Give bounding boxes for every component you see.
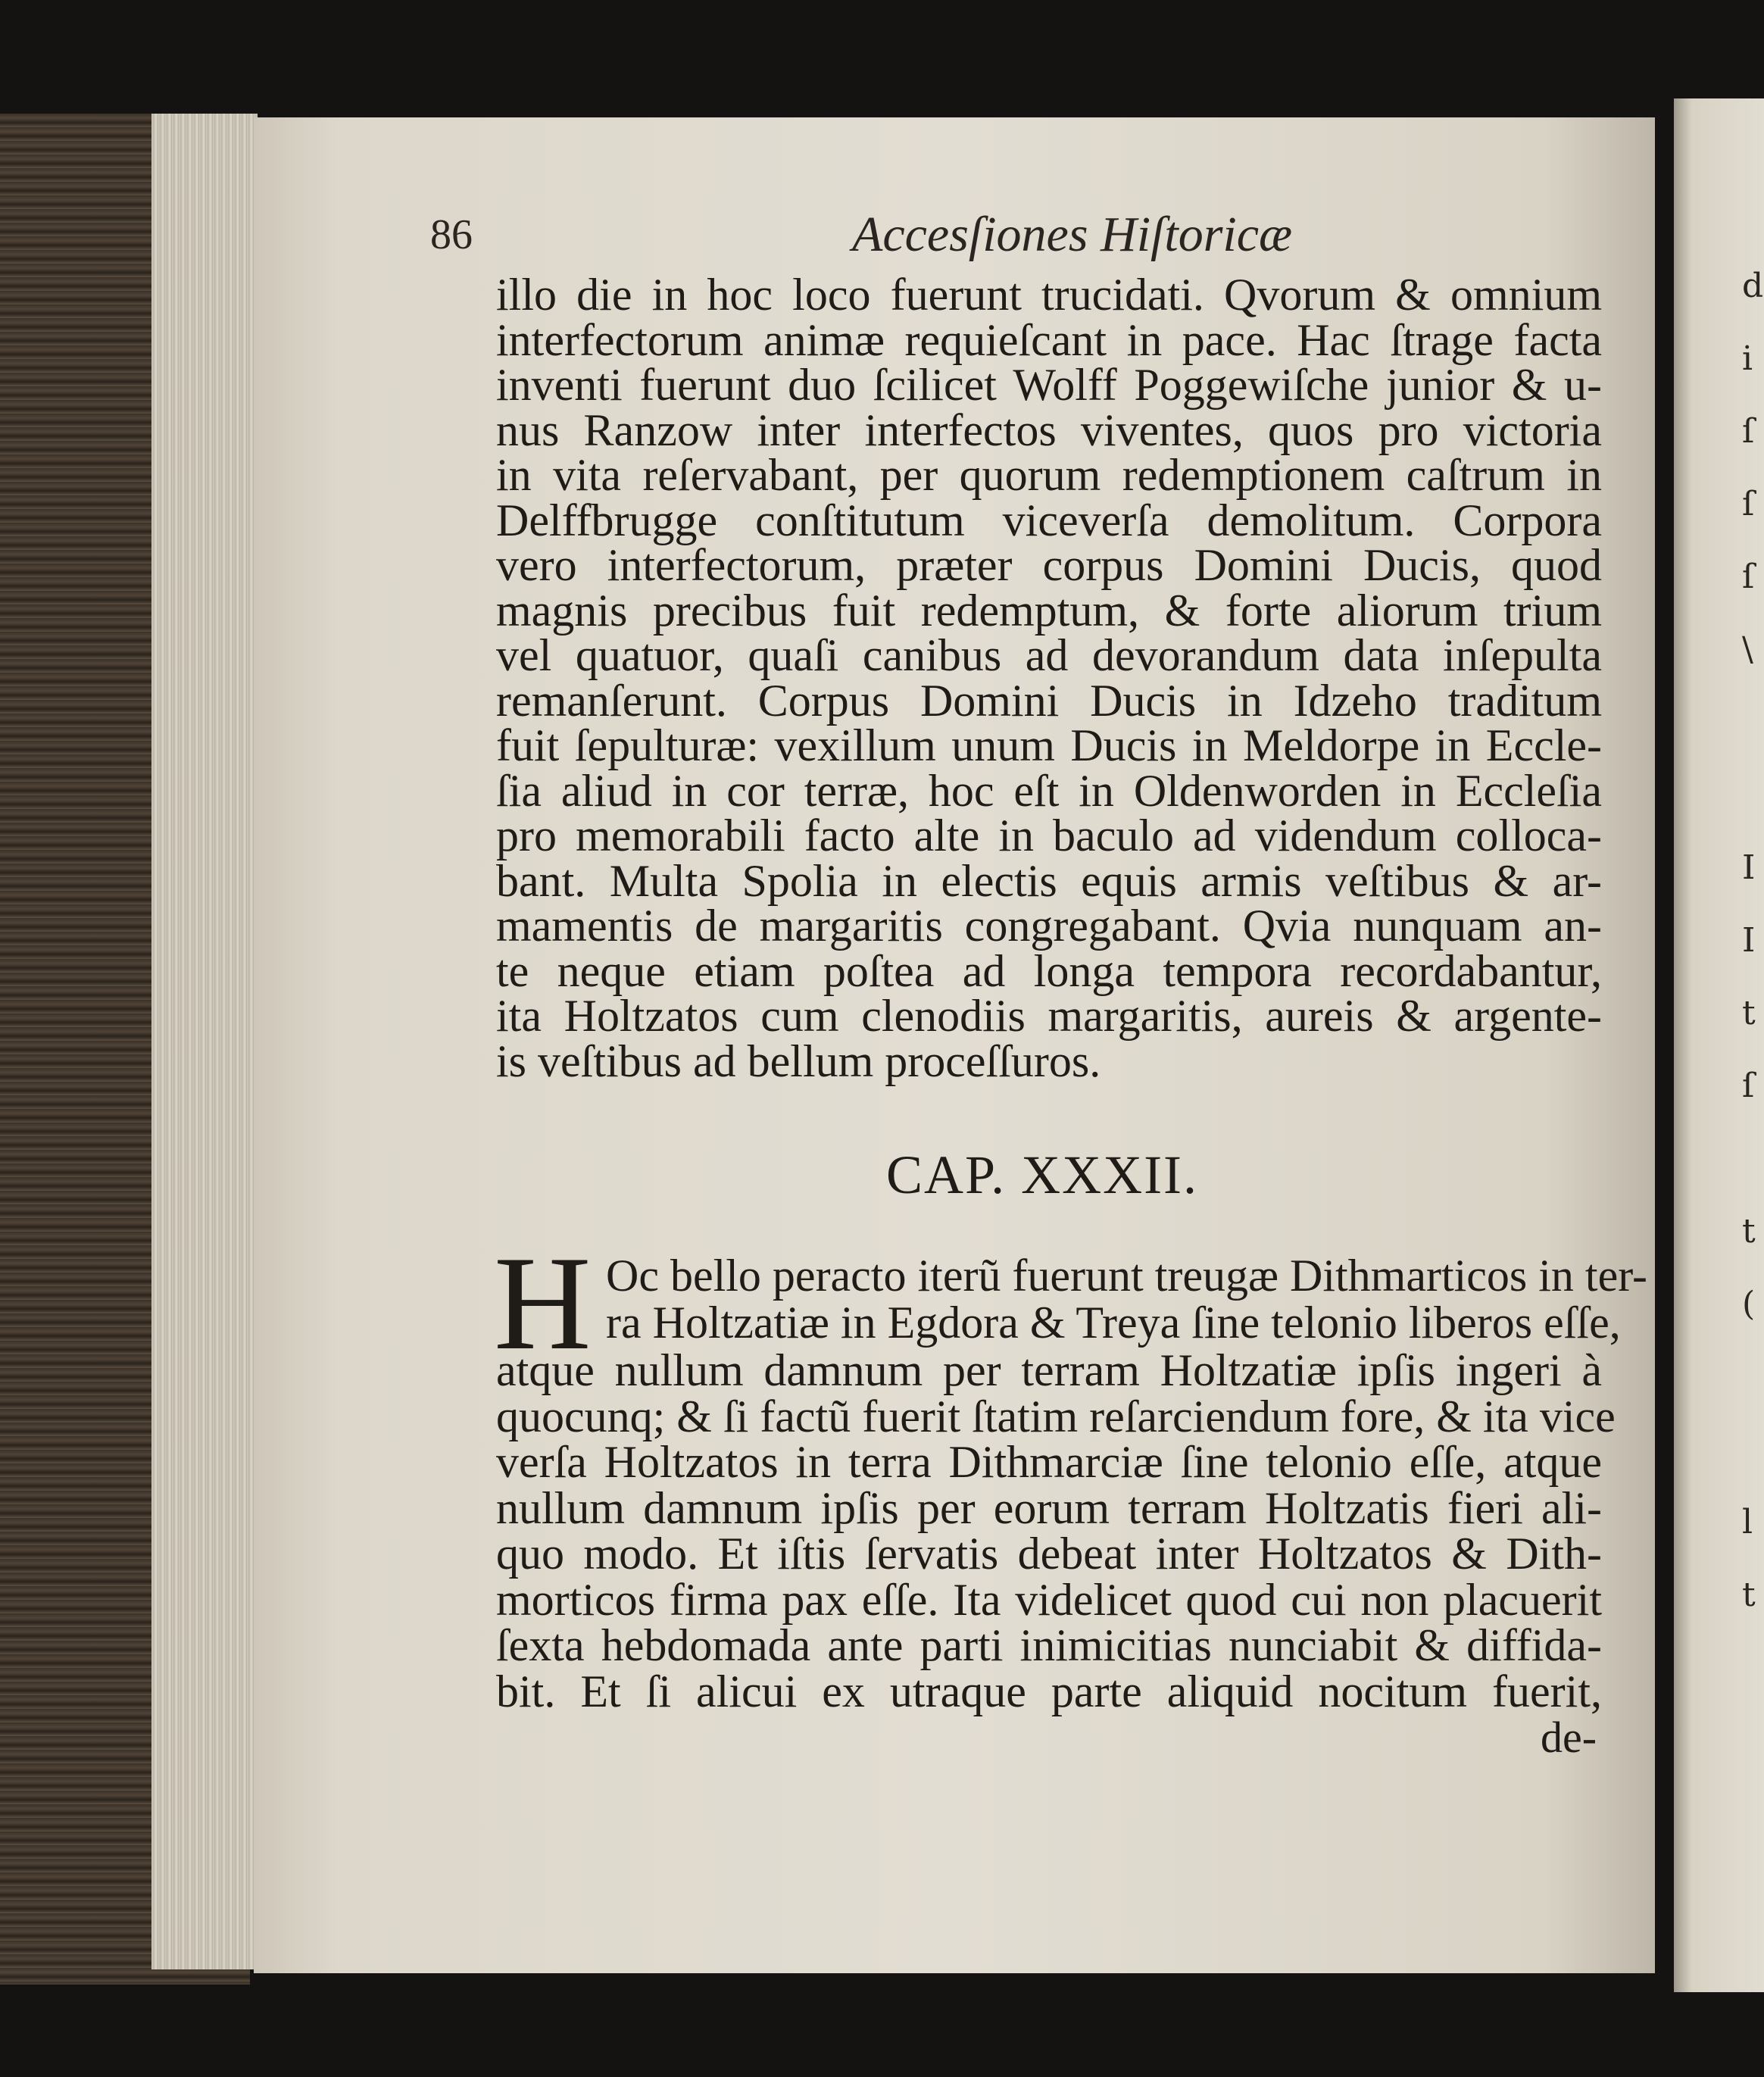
text-line: magnis precibus fuit redemptum, & forte aliorum trium <box>496 585 1602 636</box>
text-line: remanſerunt. Corpus Domini Ducis in Idzeho traditum <box>496 675 1602 726</box>
text-line: Oc bello peracto iterũ fuerunt treugæ Dithmarticos in ter- <box>606 1251 1647 1301</box>
chapter-heading: CAP. XXXII. <box>886 1145 1199 1205</box>
text-line: morticos firma pax eſſe. Ita videlicet quod cui non placuerit <box>496 1574 1602 1625</box>
text-line: bant. Multa Spolia in electis equis armis veſtibus & ar- <box>496 855 1602 906</box>
page-number: 86 <box>430 211 473 258</box>
text-line: vero interfectorum, præter corpus Domini Ducis, quod <box>496 540 1602 590</box>
text-line: interfectorum animæ requieſcant in pace. Hac ſtrage facta <box>496 314 1602 365</box>
text-line: pro memorabili facto alte in baculo ad videndum colloca- <box>496 810 1602 860</box>
text-line: verſa Holtzatos in terra Dithmarciæ ſine telonio eſſe, atque <box>496 1437 1602 1487</box>
text-line: ſexta hebdomada ante parti inimicitias nunciabit & diffida- <box>496 1620 1602 1670</box>
text-line: illo die in hoc loco fuerunt trucidati. Qvorum & omnium <box>496 270 1602 320</box>
text-line: vel quatuor, quaſi canibus ad devorandum data inſepulta <box>496 630 1602 680</box>
text-line: in vita reſervabant, per quorum redemptionem caſtrum in <box>496 450 1602 500</box>
book-left-page-edges <box>151 114 258 1969</box>
text-line: mamentis de margaritis congregabant. Qvia nunquam an- <box>496 901 1602 951</box>
catchword: de- <box>1541 1713 1597 1762</box>
running-head: Accesſiones Hiſtoricæ <box>852 207 1293 262</box>
text-line: bit. Et ſi alicui ex utraque parte aliquid nocitum fuerit, <box>496 1666 1602 1716</box>
text-line: is veſtibus ad bellum proceſſuros. <box>496 1035 1101 1086</box>
text-line: ita Holtzatos cum clenodiis margaritis, aureis & argente- <box>496 991 1602 1041</box>
facing-page-letters: d i ſ ſ ſ \ I I t ſ t ( l t <box>1742 267 1764 1614</box>
drop-cap: H <box>494 1228 592 1378</box>
text-line: atque nullum damnum per terram Holtzatiæ ipſis ingeri à <box>496 1345 1602 1395</box>
text-line: Delffbrugge conſtitutum viceverſa demolitum. Corpora <box>496 495 1602 545</box>
text-line: quo modo. Et iſtis ſervatis debeat inter Holtzatos & Dith- <box>496 1529 1602 1579</box>
text-line: fuit ſepulturæ: vexillum unum Ducis in Meldorpe in Eccle- <box>496 720 1602 770</box>
text-line: quocunq; & ſi factũ fuerit ſtatim reſarciendum fore, & ita vice <box>496 1391 1616 1441</box>
text-line: nullum damnum ipſis per eorum terram Holtzatis fieri ali- <box>496 1482 1602 1533</box>
text-line: inventi fuerunt duo ſcilicet Wolff Poggewiſche junior & u- <box>496 360 1602 410</box>
text-line: nus Ranzow inter interfectos viventes, quos pro victoria <box>496 404 1602 455</box>
text-line: ra Holtzatiæ in Egdora & Treya ſine telonio liberos eſſe, <box>606 1298 1621 1348</box>
text-line: te neque etiam poſtea ad longa tempora recordabantur, <box>496 945 1602 996</box>
text-line: ſia aliud in cor terræ, hoc eſt in Oldenworden in Eccleſia <box>496 765 1602 816</box>
